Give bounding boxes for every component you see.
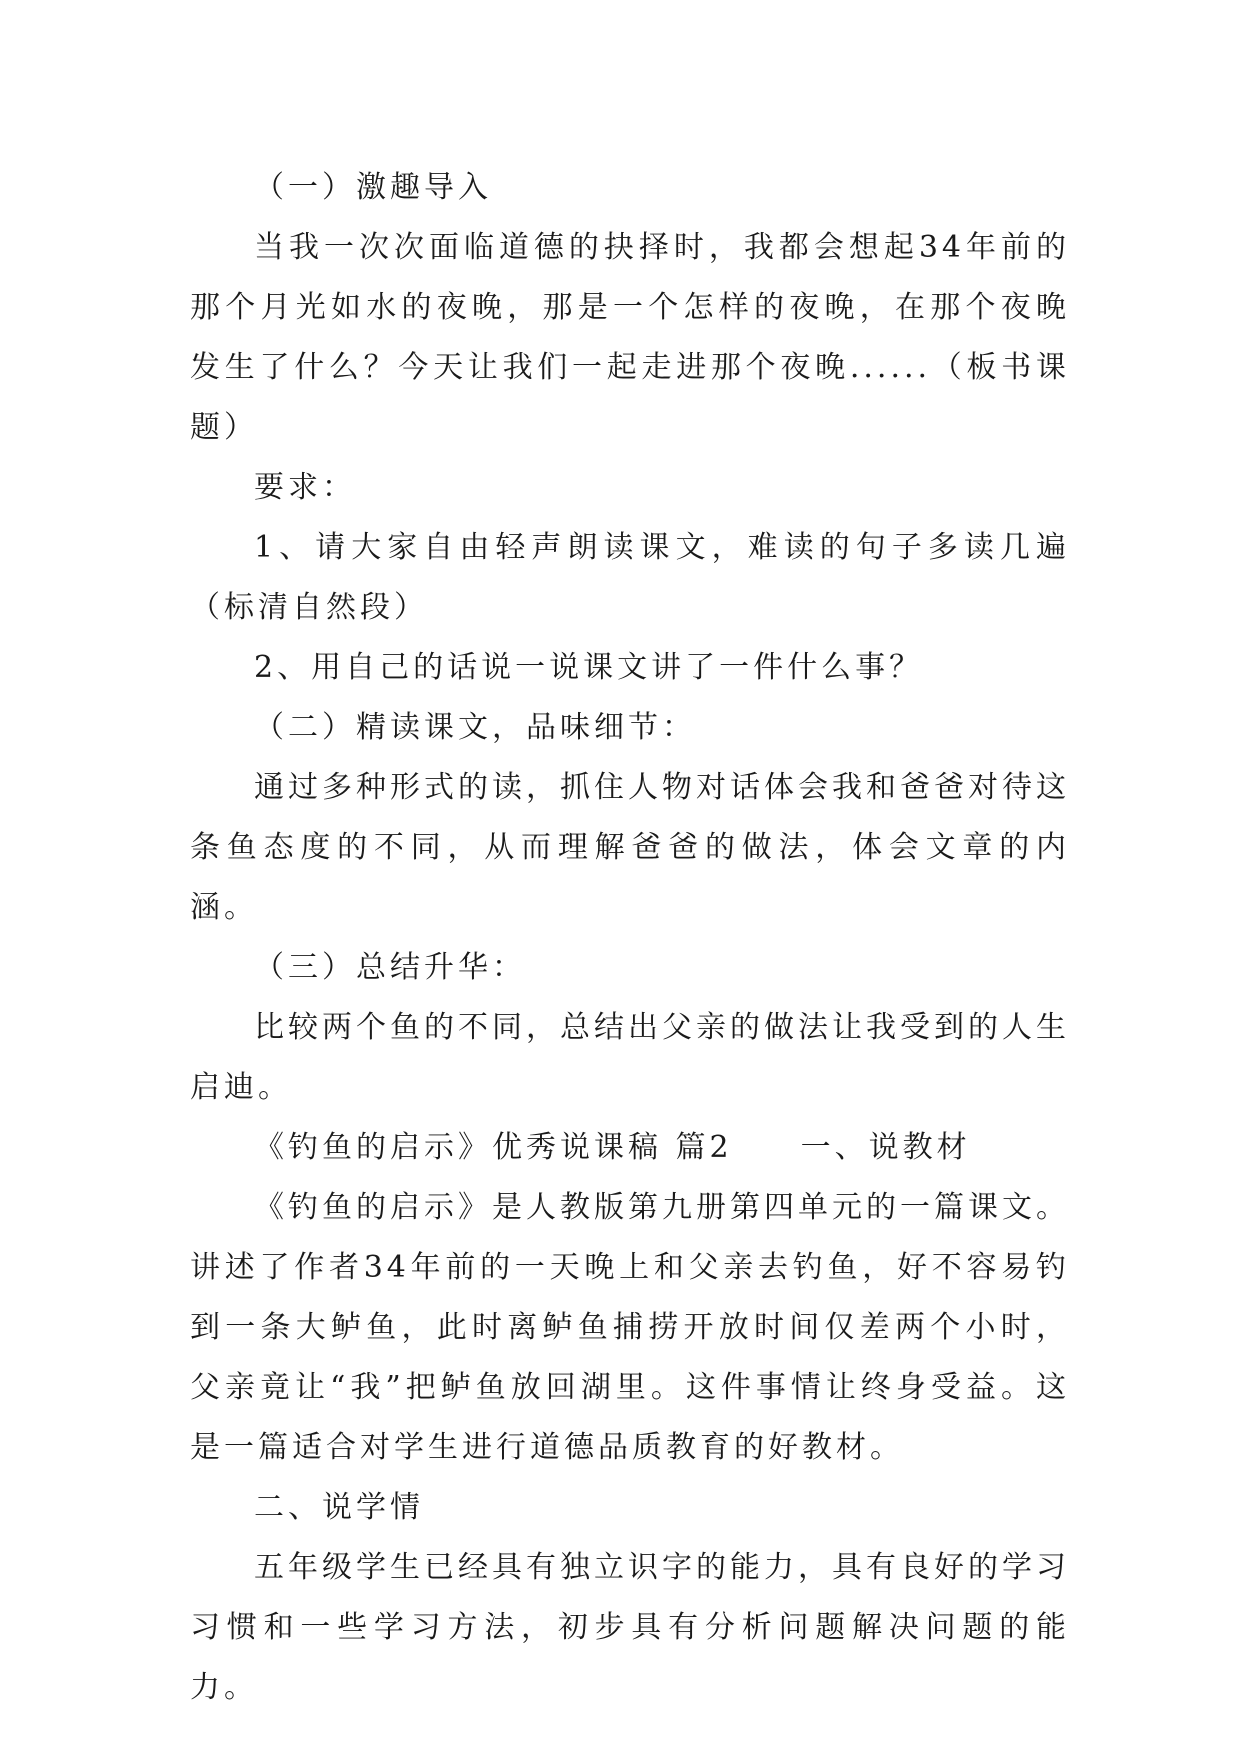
heading-summary: （三）总结升华： bbox=[254, 950, 526, 985]
heading-stimulate-interest: （一）激趣导入 bbox=[254, 170, 492, 205]
body-paragraph: 比较两个鱼的不同，总结出父亲的做法让我受到的人生启迪。 bbox=[190, 1010, 1070, 1105]
body-paragraph: 通过多种形式的读，抓住人物对话体会我和爸爸对待这条鱼态度的不同，从而理解爸爸的做法，体会文章的内涵。 bbox=[190, 770, 1070, 925]
body-paragraph: 五年级学生已经具有独立识字的能力，具有良好的学习习惯和一些学习方法，初步具有分析问题解决问题的能力。 bbox=[190, 1550, 1070, 1705]
document-body bbox=[190, 158, 1070, 1718]
heading-close-reading: （二）精读课文，品味细节： bbox=[254, 710, 696, 745]
requirements-label: 要求： bbox=[254, 470, 356, 505]
requirement-item-2: 2、用自己的话说一说课文讲了一件什么事？ bbox=[254, 650, 924, 685]
body-paragraph: 《钓鱼的启示》是人教版第九册第四单元的一篇课文。讲述了作者34年前的一天晚上和父亲去钓鱼，好不容易钓到一条大鲈鱼，此时离鲈鱼捕捞开放时间仅差两个小时，父亲竟让“我”把鲈鱼放回湖里。这件事情让终身受益。这是一篇适合对学生进行道德品质教育的好教材。 bbox=[190, 1190, 1070, 1465]
body-paragraph: 当我一次次面临道德的抉择时，我都会想起34年前的那个月光如水的夜晚，那是一个怎样的夜晚，在那个夜晚发生了什么？今天让我们一起走进那个夜晚......（板书课题） bbox=[190, 230, 1070, 445]
heading-student-situation: 二、说学情 bbox=[254, 1490, 424, 1525]
requirement-item-1: 1、请大家自由轻声朗读课文，难读的句子多读几遍（标清自然段） bbox=[190, 530, 1070, 625]
section-title-lesson-2: 《钓鱼的启示》优秀说课稿 篇2 一、说教材 bbox=[254, 1130, 971, 1165]
